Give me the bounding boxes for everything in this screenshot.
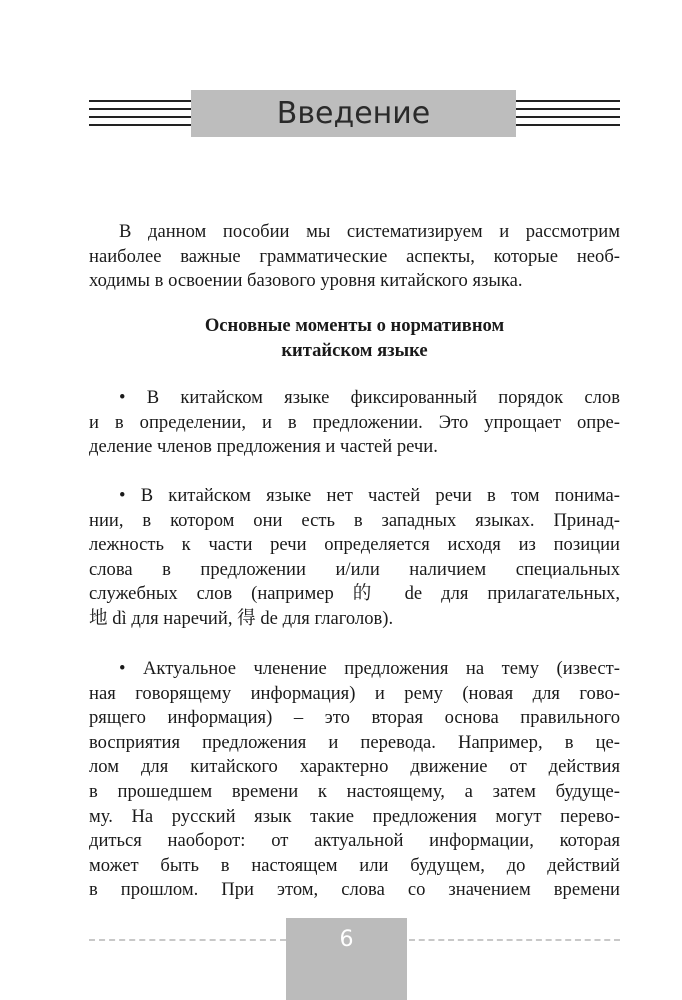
text-line: восприятия предложения и перевода. Например, в це- — [89, 731, 620, 753]
text-line: слова в предложении и/или наличием специальных — [89, 558, 620, 580]
text-line: лом для китайского характерно движение от действия — [89, 756, 620, 778]
text-line: В данном пособии мы систематизируем и рассмотрим — [119, 221, 620, 242]
section-heading — [89, 313, 620, 363]
page-title-text: Введение — [276, 96, 431, 131]
page-number-box — [286, 918, 407, 1000]
text-line: наиболее важные грамматические аспекты, которые необ- — [89, 245, 620, 267]
title-rules-right — [516, 100, 620, 132]
text-line: ная говорящему информация) и рему (новая для гово- — [89, 682, 620, 704]
intro-paragraph — [89, 220, 620, 294]
heading-line: Основные моменты о нормативном — [204, 315, 505, 336]
title-rules-left — [89, 100, 191, 132]
text-line: в прошлом. При этом, слова со значением времени — [89, 879, 620, 901]
page-title — [191, 90, 516, 137]
footer-divider-right — [409, 939, 620, 941]
text-line: му. На русский язык такие предложения могут перево- — [89, 805, 620, 827]
text-line: диться наоборот: от актуальной информации, которая — [89, 830, 620, 852]
bullet-paragraph-1 — [89, 386, 620, 460]
text-line: • В китайском языке нет частей речи в том понима- — [119, 485, 620, 506]
text-line: рящего информация) – это вторая основа правильного — [89, 707, 620, 729]
bullet-paragraph-3 — [89, 657, 620, 903]
text-line: деление членов предложения и частей речи. — [89, 436, 438, 458]
text-line: служебных слов (например 的 de для прилагательных, — [89, 583, 620, 605]
text-line: и в определении, и в предложении. Это упрощает опре- — [89, 411, 620, 433]
text-line: нии, в котором они есть в западных языках. Принад- — [89, 509, 620, 531]
footer-divider-left — [89, 939, 286, 941]
text-line: может быть в настоящем или будущем, до действий — [89, 854, 620, 876]
text-line: в прошедшем времени к настоящему, а затем будуще- — [89, 780, 620, 802]
bullet-paragraph-2 — [89, 484, 620, 632]
text-line: лежность к части речи определяется исходя из позиции — [89, 534, 620, 556]
text-line: ходимы в освоении базового уровня китайского языка. — [89, 270, 523, 292]
page-number: 6 — [339, 927, 354, 952]
text-line: • В китайском языке фиксированный порядок слов — [119, 387, 620, 408]
heading-line: китайском языке — [281, 340, 428, 361]
text-line: 地 dì для наречий, 得 de для глаголов). — [89, 607, 394, 629]
text-line: • Актуальное членение предложения на тему (извест- — [119, 658, 620, 679]
